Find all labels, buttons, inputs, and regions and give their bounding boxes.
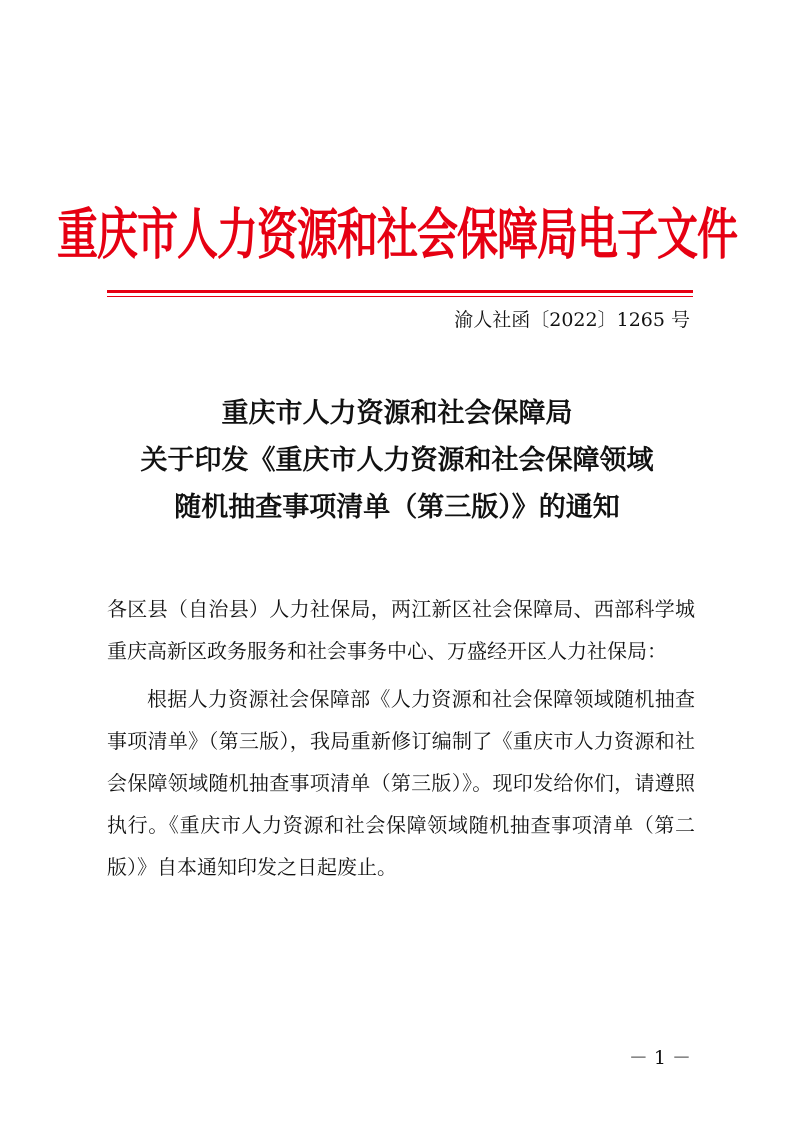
notice-body	[107, 588, 695, 888]
body-paragraph: 根据人力资源社会保障部《人力资源和社会保障领域随机抽查事项清单》（第三版），我局重新修订编制了《重庆市人力资源和社会保障领域随机抽查事项清单（第三版）》。现印发给你们，请遵照执行。《重庆市人力资源和社会保障领域随机抽查事项清单（第二版）》自本通知印发之日起废止。	[107, 687, 695, 879]
document-number: 渝人社函〔2022〕1265 号	[454, 309, 690, 331]
header-red-rule	[107, 290, 693, 293]
notice-title-line-3: 随机抽查事项清单（第三版）》的通知	[174, 492, 620, 523]
salutation: 各区县（自治县）人力社保局，两江新区社会保障局、西部科学城重庆高新区政务服务和社会事务中心、万盛经开区人力社保局：	[107, 597, 695, 663]
header-red-rule-thin	[107, 296, 693, 297]
notice-title-line-2: 关于印发《重庆市人力资源和社会保障领域	[140, 445, 654, 476]
page-number: － 1 －	[628, 1047, 691, 1069]
notice-title	[0, 390, 794, 531]
notice-title-line-1: 重庆市人力资源和社会保障局	[221, 398, 573, 429]
document-header-title: 重庆市人力资源和社会保障局电子文件	[57, 202, 737, 267]
